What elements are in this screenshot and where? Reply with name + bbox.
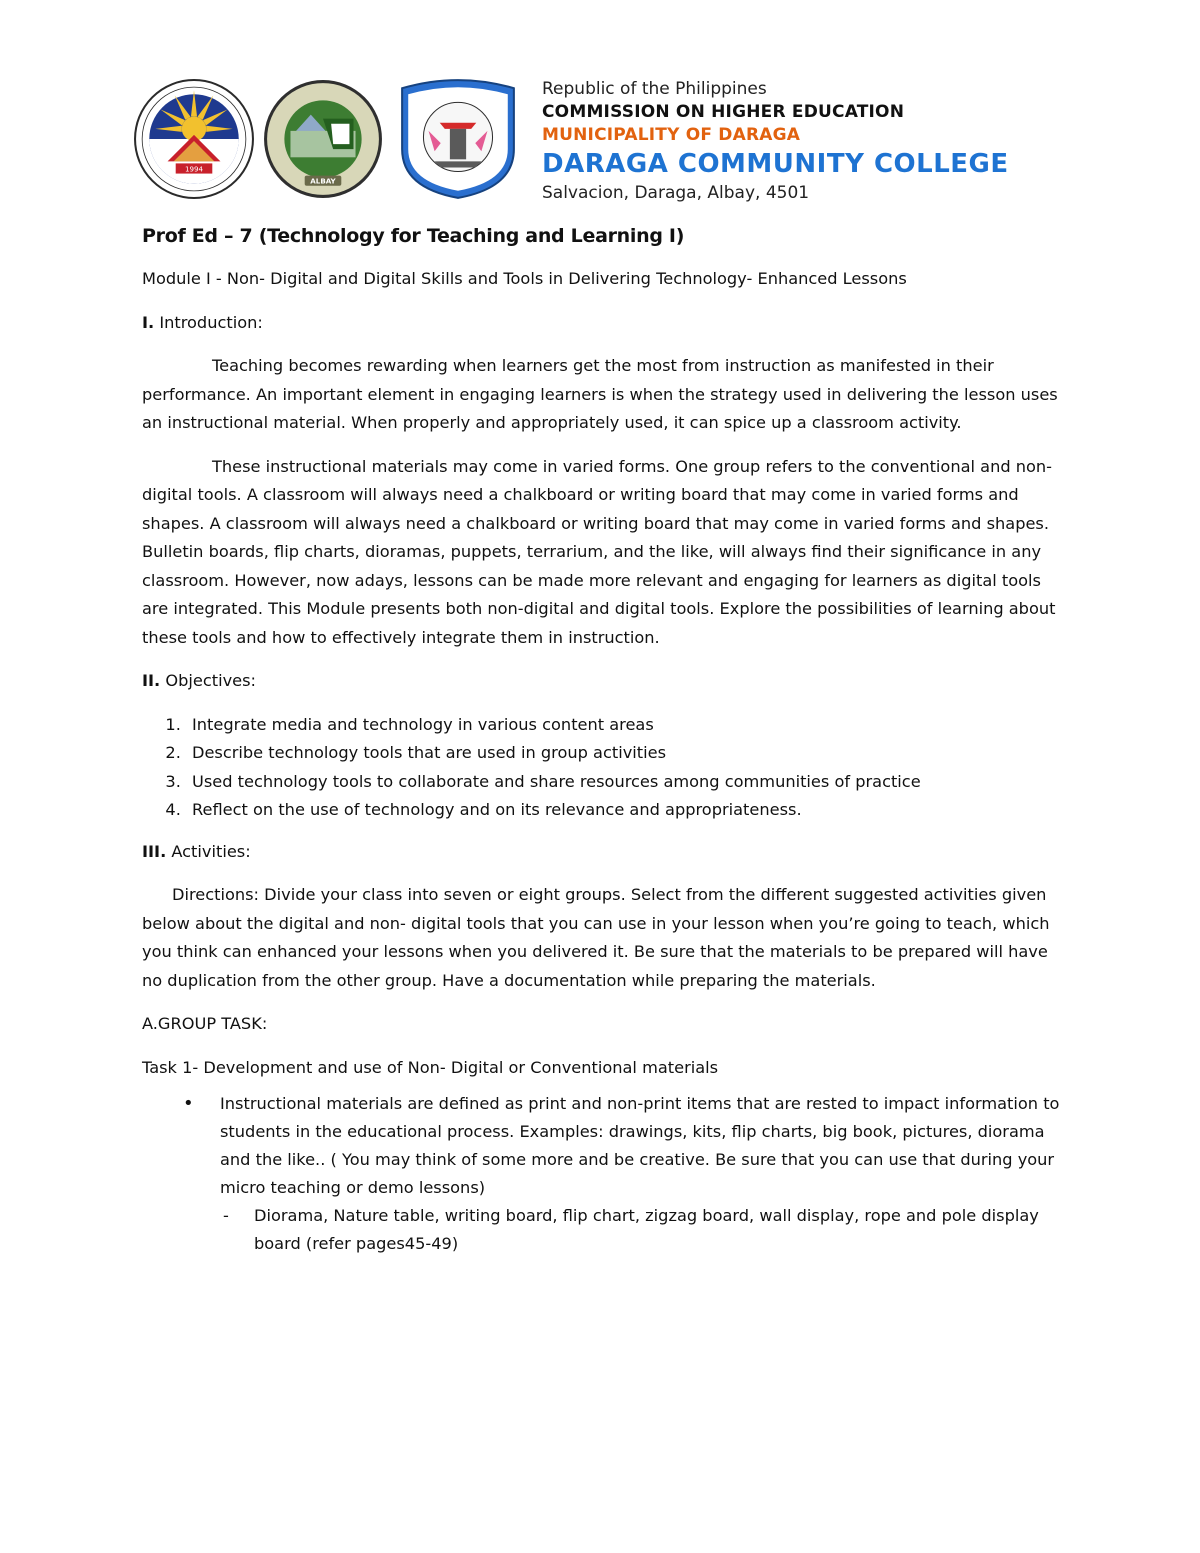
commission-label: COMMISSION ON HIGHER EDUCATION <box>542 102 905 122</box>
document-body <box>142 222 1062 1258</box>
task-1-bullet-list <box>142 1090 1062 1258</box>
municipality-label: MUNICIPALITY OF DARAGA <box>542 125 801 145</box>
municipality-seal-logo <box>262 78 384 200</box>
activities-heading <box>142 838 1062 867</box>
svg-text:ALBAY: ALBAY <box>310 176 336 186</box>
introduction-label: Introduction: <box>154 312 263 332</box>
republic-label: Republic of the Philippines <box>542 79 767 99</box>
activities-directions: Directions: Divide your class into seven or eight groups. Select from the different suggested activities given below about the digital and non- digital tools that you can use in your lesson when you’re going to teach, which you think can enhanced your lessons when you delivered it. Be sure that the materials to be prepared will have no duplication from the other group. Have a documentation while preparing the materials. <box>142 885 1050 990</box>
introduction-number: I. <box>142 312 155 332</box>
institution-header <box>542 78 1009 206</box>
activities-label: Activities: <box>166 841 251 861</box>
course-title: Prof Ed – 7 (Technology for Teaching and Learning I) <box>142 225 685 247</box>
activities-number: III. <box>142 841 167 861</box>
college-name: DARAGA COMMUNITY COLLEGE <box>542 149 1009 179</box>
ched-seal-logo <box>133 78 255 200</box>
objectives-heading <box>142 667 1062 696</box>
objective-item: 2. Describe technology tools that are used in group activities <box>186 739 1062 768</box>
dcc-seal-logo <box>394 78 522 200</box>
task-1-bullet-item <box>220 1090 1062 1258</box>
objective-item: 4. Reflect on the use of technology and on its relevance and appropriateness. <box>186 796 1062 825</box>
task-1-heading: Task 1- Development and use of Non- Digital or Conventional materials <box>142 1057 719 1077</box>
objectives-list <box>142 711 1062 825</box>
task-1-dash-item: - Diorama, Nature table, writing board, flip chart, zigzag board, wall display, rope and pole display board (refer pages45-49) <box>254 1202 1062 1258</box>
task-1-dash-list <box>220 1202 1062 1258</box>
objective-item: 3. Used technology tools to collaborate and share resources among communities of practice <box>186 768 1062 797</box>
module-title: Module I - Non- Digital and Digital Skills and Tools in Delivering Technology- Enhanced Lessons <box>142 269 907 288</box>
introduction-heading <box>142 309 1062 338</box>
group-task-heading: A.GROUP TASK: <box>142 1014 268 1033</box>
svg-text:1994: 1994 <box>184 164 204 174</box>
objectives-number: II. <box>142 671 161 690</box>
college-address: Salvacion, Daraga, Albay, 4501 <box>542 183 810 203</box>
introduction-paragraph-1: Teaching becomes rewarding when learners get the most from instruction as manifested in their performance. An important element in engaging learners is when the strategy used in delivering the lesson uses an instructional material. When properly and appropriately used, it can spice up a classroom activity. <box>142 356 1058 432</box>
objective-item: 1. Integrate media and technology in various content areas <box>186 711 1062 740</box>
objectives-label: Objectives: <box>160 671 256 690</box>
introduction-paragraph-2: These instructional materials may come in varied forms. One group refers to the conventional and non-digital tools. A classroom will always need a chalkboard or writing board that may come in varied forms and shapes. A classroom will always need a chalkboard or writing board that may come in varied forms and shapes. Bulletin boards, flip charts, dioramas, puppets, terrarium, and the like, will always find their significance in any classroom. However, now adays, lessons can be made more relevant and engaging for learners as digital tools are integrated. This Module presents both non-digital and digital tools. Explore the possibilities of learning about these tools and how to effectively integrate them in instruction. <box>142 456 1056 647</box>
task-1-bullet-text: Instructional materials are defined as print and non-print items that are rested to impact information to students in the educational process. Examples: drawings, kits, flip charts, big book, pictures, diorama and the like.. ( You may think of some more and be creative. Be sure that you can use that during your micro teaching or demo lessons) <box>220 1094 1060 1197</box>
